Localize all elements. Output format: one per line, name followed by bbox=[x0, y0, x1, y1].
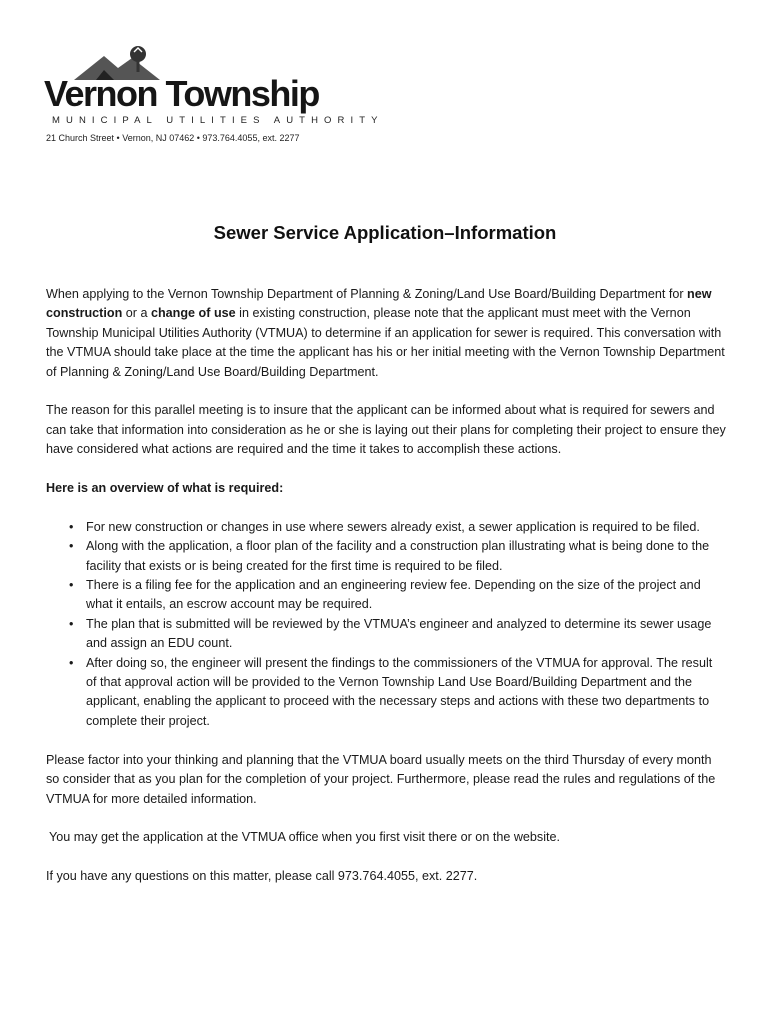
schedule-paragraph: Please factor into your thinking and planning that the VTMUA board usually meets on the third Thursday of every month so consider that as you plan for the completion of your project. Furthermore, please read the rules and regulations of the VTMUA for more detailed information. bbox=[46, 752, 716, 806]
list-item: • The plan that is submitted will be reviewed by the VTMUA’s engineer and analyzed to determine its sewer usage and assign an EDU count. bbox=[86, 615, 726, 654]
application-paragraph: You may get the application at the VTMUA office when you first visit there or on the website. bbox=[49, 830, 561, 845]
document-body bbox=[46, 285, 726, 906]
intro-text-middle: or a bbox=[122, 306, 151, 321]
reason-paragraph: The reason for this parallel meeting is to insure that the applicant can be informed about what is required for sewers and can take that information into consideration as he or she is laying out their plans for completing their project to ensure they have considered what actions are required and the time it takes to accomplish these actions. bbox=[46, 403, 726, 457]
contact-paragraph: If you have any questions on this matter, please call 973.764.4055, ext. 2277. bbox=[46, 869, 478, 884]
list-item: • For new construction or changes in use where sewers already exist, a sewer application is required to be filed. bbox=[86, 518, 726, 537]
change-of-use-emphasis: change of use bbox=[150, 306, 236, 321]
new-construction-emphasis: new construction bbox=[46, 287, 712, 321]
address-line: 21 Church Street • Vernon, NJ 07462 • 973.764.4055, ext. 2277 bbox=[46, 133, 300, 143]
page-title: Sewer Service Application–Information bbox=[213, 222, 557, 243]
list-item: • There is a filing fee for the application and an engineering review fee. Depending on the size of the project and what it entails, an escrow account may be required. bbox=[86, 576, 726, 615]
intro-paragraph bbox=[46, 285, 726, 382]
list-item: • Along with the application, a floor plan of the facility and a construction plan illustrating what is being done to the facility that exists or is being created for the first time is required to be filed. bbox=[86, 537, 726, 576]
list-item: • After doing so, the engineer will present the findings to the commissioners of the VTMUA for approval. The result of that approval action will be provided to the Vernon Township Land Use Board/Building Department and the applicant, enabling the applicant to proceed with the necessary steps and actions with these two departments to complete their project. bbox=[86, 654, 726, 732]
brand-subtitle: MUNICIPAL UTILITIES AUTHORITY bbox=[52, 115, 384, 126]
intro-text-start: When applying to the Vernon Township Department of Planning & Zoning/Land Use Board/Building Department for bbox=[46, 287, 688, 301]
overview-heading: Here is an overview of what is required: bbox=[46, 481, 284, 496]
logo bbox=[44, 44, 384, 130]
requirements-list bbox=[46, 518, 726, 731]
intro-text-end: in existing construction, please note that the applicant must meet with the Vernon Township Municipal Utilities Authority (VTMUA) to determine if an application for sewer is required. This conversation with the VTMUA should take place at the time the applicant has his or her initial meeting with the Vernon Township Department of Planning & Zoning/Land Use Board/Building Department. bbox=[46, 306, 725, 379]
brand-name: Vernon Township bbox=[44, 73, 319, 114]
